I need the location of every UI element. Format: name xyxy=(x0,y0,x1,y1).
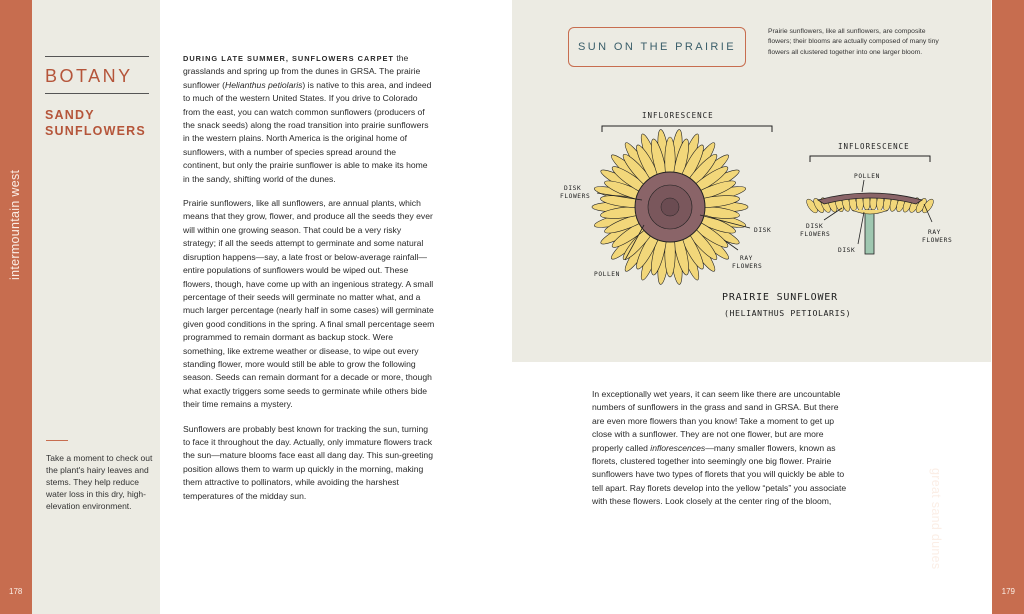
paragraph: Sunflowers are probably best known for tracking the sun, turning to face it throughout the day. Actually, only immature flowers track the sun—mature blooms face east all dang day. This sun-greeting position allows them to warm up quickly in the morning, making them attractive to pollinators, while avoiding the harshest temperatures of the midday sun. xyxy=(183,423,433,501)
sunflower-front-view xyxy=(592,129,748,285)
label-disk-flowers: FLOWERS xyxy=(800,231,831,238)
subtitle-line: SUNFLOWERS xyxy=(45,124,146,138)
left-edge-tab xyxy=(0,0,32,614)
left-body-text xyxy=(183,52,435,514)
label-pollen: POLLEN xyxy=(594,271,620,278)
subtitle-line: SANDY xyxy=(45,108,95,122)
sidebar-note: Take a moment to check out the plant's hairy leaves and stems. They help reduce water loss in this dry, high-elevation environment. xyxy=(46,453,153,511)
species-latin-name: (HELIANTHUS PETIOLARIS) xyxy=(724,308,852,318)
species-name: Helianthus petiolaris xyxy=(225,79,303,90)
label-pollen: POLLEN xyxy=(854,173,880,180)
inflorescence-bracket xyxy=(602,126,772,132)
lead-in: DURING LATE SUMMER, SUNFLOWERS CARPET xyxy=(183,54,394,63)
divider xyxy=(45,56,149,57)
label-disk-flowers: FLOWERS xyxy=(560,193,591,200)
page-subtitle xyxy=(45,107,146,139)
sunflower-side-view xyxy=(805,193,936,254)
paragraph xyxy=(592,388,852,509)
text-run: ) is native to this area, and indeed to much of the western United States. If you drive to Colorado from the east, you can watch common sunflowers (producers of the snack seeds) along the road transition into prairie sunflowers in the western plains. North America is the original home of sunflowers, with a number of species spread around the continent, but only the prairie sunflower is able to make its home in the sandy, shifting world of the dunes. xyxy=(183,79,432,184)
label-disk-flowers: DISK xyxy=(564,185,582,192)
disk-core xyxy=(661,198,679,216)
label-ray-flowers: RAY xyxy=(928,229,941,236)
left-page-number: 178 xyxy=(9,587,23,596)
panel-title: SUN ON THE PRAIRIE xyxy=(578,41,736,53)
stem xyxy=(865,210,874,254)
illustration-panel xyxy=(512,0,991,362)
right-edge-label: great sand dunes xyxy=(928,468,943,570)
label-ray-flowers: RAY xyxy=(740,255,753,262)
text-run: —many smaller flowers, known as florets, clustered together into seemingly one big flower. Prairie sunflowers have two types of florets that you will quickly be able to tell apart. Ray florets develop into the yellow “petals” you associate with these flowers. Look closely at the center ring of the bloom, xyxy=(592,442,847,507)
label-inflorescence: INFLORESCENCE xyxy=(838,142,910,151)
note-divider xyxy=(46,440,68,441)
label-disk-flowers: DISK xyxy=(806,223,824,230)
term-italic: inflorescences xyxy=(650,442,706,453)
label-ray-flowers: FLOWERS xyxy=(732,263,763,270)
divider xyxy=(45,93,149,94)
label-ray-flowers: FLOWERS xyxy=(922,237,953,244)
paragraph: Prairie sunflowers, like all sunflowers, are annual plants, which means that they grow, flower, and produce all the seeds they ever will within one growing season. That could be a very risky strategy; if all the seeds attempt to germinate and some natural disruption happens—say, a late frost or below-average rainfall—entire populations of sunflowers would be wiped out. These flowers, though, have come up with an ingenious strategy. A small percentage of their seeds will germinate no matter what, and a much larger percentage (nearly half in some cases) will germinate given good conditions in the spring. A final small percentage seem programmed to remain dormant as backup stock. Were something, like extreme weather or disease, to wipe out every standing flower, more would still be able to grow the following season. Seeds can remain dormant for a decade or more, though what exactly triggers some seeds to germinate while others bide their time remains a mystery. xyxy=(183,198,435,410)
species-common-name: PRAIRIE SUNFLOWER xyxy=(722,292,838,303)
panel-caption: Prairie sunflowers, like all sunflowers, are composite flowers; their blooms are actually composed of many tiny flowers all clustered together into one larger bloom. xyxy=(768,28,939,56)
left-edge-label: intermountain west xyxy=(8,169,22,280)
text-run: In exceptionally wet years, it can seem like there are uncountable numbers of sunflowers in the grass and sand in GRSA. But there are even more flowers than you know! Take a moment to get up close with a sunflower. They are not one flower, but are more properly called xyxy=(592,389,841,453)
label-inflorescence: INFLORESCENCE xyxy=(642,111,714,120)
paragraph xyxy=(183,52,435,186)
label-disk: DISK xyxy=(754,227,772,234)
text-run: the grasslands and spring up from the dunes in GRSA. The prairie sunflower ( xyxy=(183,53,421,90)
left-sidebar xyxy=(32,0,160,614)
section-heading: BOTANY xyxy=(45,66,133,86)
inflorescence-bracket xyxy=(810,156,930,162)
receptacle xyxy=(852,210,888,214)
right-body-text xyxy=(592,388,852,520)
right-page-number: 179 xyxy=(1001,587,1015,596)
sunflower-diagram xyxy=(512,0,991,362)
label-disk: DISK xyxy=(838,247,856,254)
